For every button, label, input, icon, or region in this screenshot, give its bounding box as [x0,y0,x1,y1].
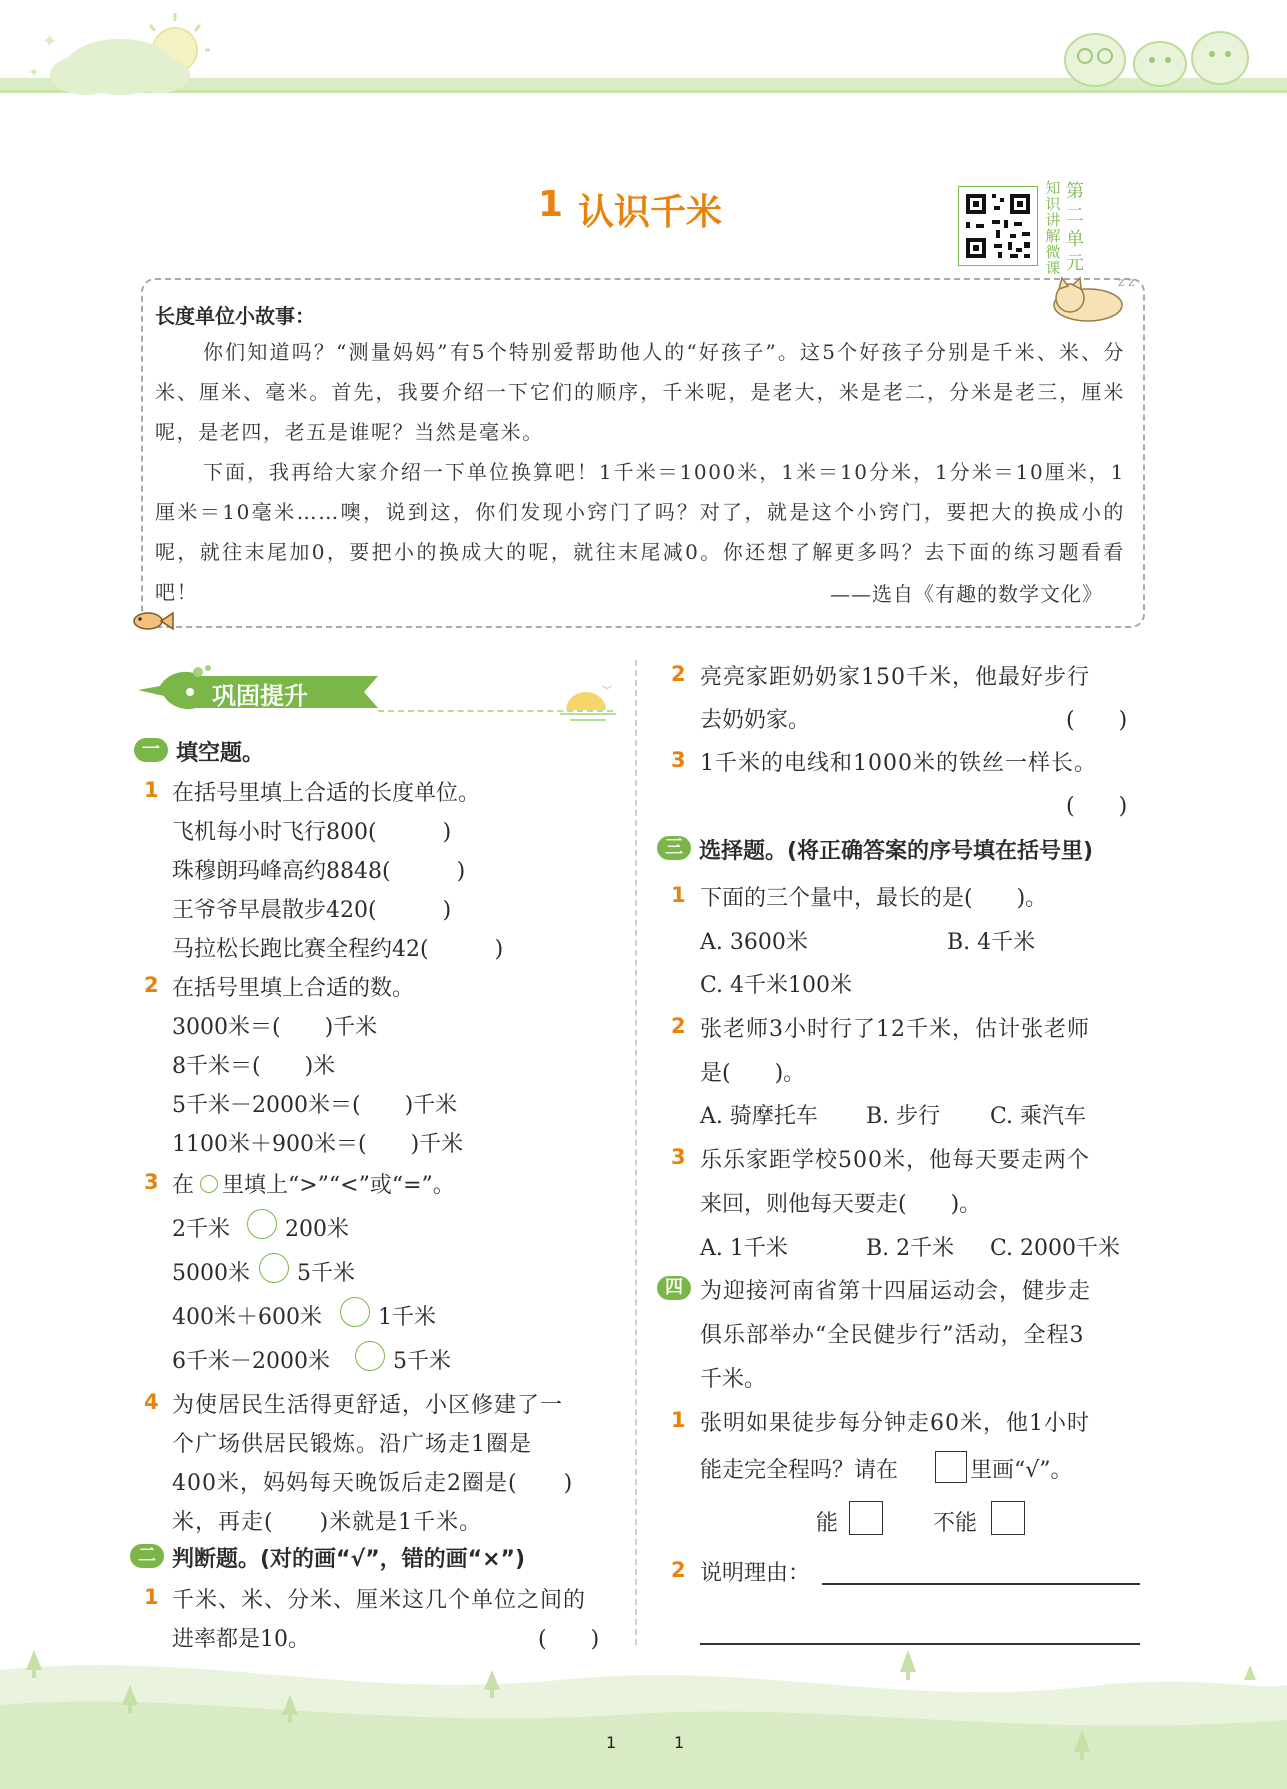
question-line[interactable]: 400米，妈妈每天晚饭后走2圈是( ) [172,1471,574,1496]
fill-item[interactable]: 飞机每小时飞行800( ) [172,820,452,845]
question-line: 为使居民生活得更舒适，小区修建了一 [172,1393,564,1418]
fill-item[interactable]: 王爷爷早晨散步420( ) [172,898,452,923]
question-line: 是( )。 [700,1061,806,1086]
compare-left: 400米＋600米 [172,1305,322,1330]
fill-item[interactable]: 1100米＋900米＝( )千米 [172,1132,464,1157]
question-line: 1千米的电线和1000米的铁丝一样长。 [700,751,1097,776]
answer-paren[interactable]: ( ) [1066,794,1128,819]
question-number: 1 [671,1408,686,1432]
svg-text:z z: z z [1118,275,1135,289]
compare-right: 5千米 [297,1261,355,1286]
question-text-a: 在 [172,1173,195,1198]
option-yes-label: 能 [816,1511,839,1536]
question-number: 3 [144,1170,159,1194]
question-line: 进率都是10。 [172,1627,310,1652]
fill-item[interactable]: 5千米－2000米＝( )千米 [172,1093,458,1118]
question-line: 亮亮家距奶奶家150千米，他最好步行 [700,665,1090,690]
qr-code-icon[interactable] [958,186,1038,266]
question-text: 说明理由： [700,1561,811,1586]
lesson-number: 1 [538,184,564,225]
story-heading: 长度单位小故事： [155,304,315,328]
compare-circle[interactable] [340,1297,370,1327]
story-source: ——选自《有趣的数学文化》 [830,582,1103,606]
option[interactable]: C. 2000千米 [990,1236,1121,1261]
checkbox-icon [935,1451,967,1483]
compare-circle[interactable] [259,1253,289,1283]
answer-line[interactable] [822,1583,1140,1585]
question-number: 1 [671,883,686,907]
option-no-label: 不能 [933,1511,978,1536]
option[interactable]: B. 4千米 [947,930,1036,955]
compare-right: 1千米 [378,1305,436,1330]
yes-checkbox[interactable] [849,1501,883,1535]
compare-right: 5千米 [393,1349,451,1374]
compare-left: 5000米 [172,1261,250,1286]
story-paragraph-2: 下面，我再给大家介绍一下单位换算吧！1千米＝1000米，1米＝10分米，1分米＝10厘米，1厘米＝10毫米……噢，说到这，你们发现小窍门了吗？对了，就是这个小窍门，要把大的换成小的呢，就往末尾加0，要把小的换成大的呢，就往末尾减0。你还想了解更多吗？去下面的练习题看看吧！ [155,460,1125,604]
section-line: 千米。 [700,1367,767,1392]
svg-text:✦: ✦ [28,65,40,81]
question-line: 来回，则他每天要走( )。 [700,1192,982,1217]
question-number: 2 [671,1014,686,1038]
sunset-icon [560,684,620,724]
question-line-a: 能走完全程吗？请在 [700,1458,899,1483]
question-line[interactable]: 米，再走( )米就是1千米。 [172,1510,483,1535]
side-label-unit: 第 二 单 元 [1066,181,1084,274]
section-title-choice: 选择题。(将正确答案的序号填在括号里) [699,839,1094,864]
section-badge-1: 一 [134,738,168,762]
question-number: 1 [144,778,159,802]
fill-item[interactable]: 马拉松长跑比赛全程约42( ) [172,937,504,962]
answer-paren[interactable]: ( ) [1066,708,1128,733]
question-number: 1 [144,1585,159,1609]
story-paragraph-1: 你们知道吗？“测量妈妈”有5个特别爱帮助他人的“好孩子”。这5个好孩子分别是千米、米、分米、厘米、毫米。首先，我要介绍一下它们的顺序，千米呢，是老大，米是老二，分米是老三，厘米呢，是老四，老五是谁呢？当然是毫米。 [155,340,1125,444]
answer-paren[interactable]: ( ) [538,1627,600,1652]
option[interactable]: C. 乘汽车 [990,1104,1087,1129]
question-line: 张明如果徒步每分钟走60米，他1小时 [700,1411,1090,1436]
page-title: 认识千米 [578,192,723,233]
svg-text:✦: ✦ [42,31,58,52]
option[interactable]: B. 2千米 [866,1236,955,1261]
side-label-micro-lesson: 知 识 讲 解 微 课 [1045,179,1061,277]
question-text: 在括号里填上合适的数。 [172,976,415,1001]
fill-item[interactable]: 珠穆朗玛峰高约8848( ) [172,859,466,884]
page-number-right: 1 [674,1733,685,1752]
compare-left: 2千米 [172,1217,230,1242]
question-number: 3 [671,1145,686,1169]
section-badge-2: 二 [130,1544,164,1568]
question-line: 去奶奶家。 [700,708,811,733]
svg-text:︶: ︶ [602,686,612,697]
question-number: 2 [144,973,159,997]
cat-icon [1040,270,1140,325]
compare-left: 6千米－2000米 [172,1349,330,1374]
circle-icon [200,1175,218,1193]
option[interactable]: A. 3600米 [700,930,808,955]
compare-circle[interactable] [247,1209,277,1239]
no-checkbox[interactable] [991,1501,1025,1535]
option[interactable]: A. 骑摩托车 [700,1104,818,1129]
question-number: 2 [671,662,686,686]
question-number: 2 [671,1558,686,1582]
question-number: 3 [671,748,686,772]
option[interactable]: C. 4千米100米 [700,973,853,998]
question-line: 乐乐家距学校500米，他每天要走两个 [700,1148,1090,1173]
section-title-judge: 判断题。(对的画“√”，错的画“×”) [172,1547,526,1572]
section-banner-title: 巩固提升 [212,682,308,710]
option[interactable]: B. 步行 [866,1104,941,1129]
cloud-sun-icon [20,5,210,105]
fill-item[interactable]: 8千米＝( )米 [172,1054,336,1079]
animal-faces-icon [1060,20,1260,90]
section-badge-3: 三 [657,836,691,860]
compare-right: 200米 [285,1217,349,1242]
question-number: 4 [144,1390,159,1414]
option[interactable]: A. 1千米 [700,1236,788,1261]
question-text: 在括号里填上合适的长度单位。 [172,781,481,806]
compare-circle[interactable] [355,1341,385,1371]
question-text: 下面的三个量中，最长的是( )。 [700,886,1048,911]
bottom-landscape [0,1630,1287,1789]
question-line-b: 里画“√”。 [970,1458,1073,1483]
fill-item[interactable]: 3000米＝( )千米 [172,1015,378,1040]
column-divider [635,660,637,1645]
section-badge-4: 四 [657,1276,691,1300]
section-line: 俱乐部举办“全民健步行”活动，全程3 [700,1323,1085,1348]
page-number-left: 1 [606,1733,617,1752]
question-line: 千米、米、分米、厘米这几个单位之间的 [172,1588,587,1613]
section-title-fill-blank: 填空题。 [176,741,265,766]
section-line: 为迎接河南省第十四届运动会，健步走 [700,1279,1092,1304]
question-line: 张老师3小时行了12千米，估计张老师 [700,1017,1090,1042]
question-line: 个广场供居民锻炼。沿广场走1圈是 [172,1432,532,1457]
question-text-b: 里填上“>”“<”或“=”。 [222,1173,455,1198]
